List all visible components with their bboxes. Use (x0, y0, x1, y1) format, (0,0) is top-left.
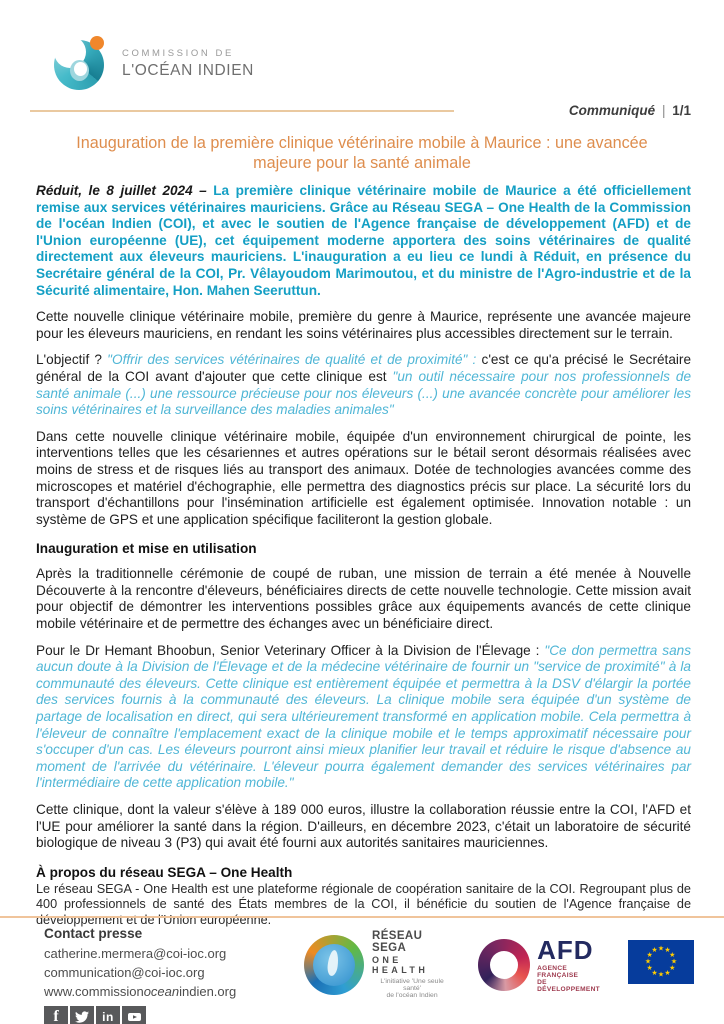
facebook-glyph: f (53, 1008, 59, 1024)
afd-tagline-2: DE DÉVELOPPEMENT (537, 978, 600, 993)
eu-star-icon: ★ (669, 952, 676, 959)
doc-type-label (569, 103, 691, 118)
paragraph-valeur: Cette clinique, dont la valeur s'élève à 189 000 euros, illustre la collaboration réussie entre la COI, l'AFD et l'UE pour améliorer la santé dans la région. D'ailleurs, en décembre 2023, c'était un laboratoire de sécurité biologique de niveau 3 (P3) qui avait été fourni aux autorités sanitaires mauriciennes. (36, 802, 691, 851)
twitter-bird-shape (75, 1010, 89, 1024)
document-body (36, 183, 691, 928)
header (0, 0, 724, 92)
objectif-lead: L'objectif ? (36, 352, 108, 368)
page-title: Inauguration de la première clinique vétérinaire mobile à Maurice : une avancée majeure pour la santé animale (76, 134, 648, 172)
contact-block (44, 926, 312, 1024)
contact-title: Contact presse (44, 926, 143, 941)
doc-type: Communiqué (568, 103, 656, 118)
doc-type-separator: | (661, 103, 666, 118)
eu-flag-icon (628, 940, 694, 989)
org-name (122, 48, 254, 80)
afd-ring-icon (478, 939, 530, 991)
twitter-icon[interactable] (70, 1006, 94, 1024)
afd-tagline-1: AGENCE FRANÇAISE (537, 964, 579, 979)
intro-paragraph-text: La première clinique vétérinaire mobile de Maurice a été officiellement remise aux services vétérinaires mauriciens. Grâce au Réseau SEGA – One Health de la Commission de l'océan Indien (COI), et avec le soutien de l'Agence française de développement (AFD) et de l'Union européenne (UE), cet équipement moderne apportera des soins vétérinaires de qualité directement aux éleveurs mauriciens. L'inauguration a eu lieu ce lundi à Réduit, en présence du Secrétaire général de la COI, Pr. Vêlayoudom Marimoutou, et du ministre de l'Agro-industrie et de la Sécurité alimentaire, Hon. Mahen Seeruttun. (36, 183, 691, 298)
eu-star-icon: ★ (646, 952, 653, 959)
footer (0, 916, 724, 1024)
objectif-middle: c'est ce qu'a précisé le Secrétaire général de la COI avant d'ajouter que cette clinique est (36, 352, 691, 384)
objectif-quote-2: "un outil nécessaire pour nos professionnels de santé animale (...) une ressource précieuse pour nos éleveurs (...) une avancée concrète pour améliorer les soins vétérinaires et la surveillance des maladies animales" (36, 368, 691, 418)
contact-website[interactable] (44, 982, 312, 1001)
intro-paragraph (36, 183, 691, 299)
website-post: indien.org (179, 984, 237, 999)
eu-star-icon: ★ (651, 947, 658, 955)
dateline: Réduit, le 8 juillet 2024 – (36, 183, 214, 198)
paragraph-mission: Après la traditionnelle cérémonie de coupé de ruban, une mission de terrain a été menée à Nouvelle Découverte à la rencontre d'éleveurs, bénéficiaires directs de cette nouvelle technologie. Cette mission avait pour objectif de démontrer les interventions possibles grâce aux équipements avancés de cette clinique mobile vétérinaire et de permettre des échanges avec un bénéficiaire direct. (36, 566, 691, 632)
website-pre: www.commission (44, 984, 144, 999)
afd-logo-text (537, 934, 602, 993)
paragraph-objectif (36, 352, 691, 418)
eu-star-icon: ★ (651, 969, 658, 977)
eu-star-icon: ★ (670, 958, 678, 966)
sega-name: RÉSEAU SEGA (372, 930, 423, 954)
paragraph-apropos: Le réseau SEGA - One Health est une plateforme régionale de coopération sanitaire de la COI. Regroupant plus de 400 professionnels de santé des États membres de la COI, il bénéficie du soutien de l'Agence française de développement et de l'Union européenne. (36, 881, 691, 927)
header-rule-row (30, 103, 691, 118)
coi-logo-icon (54, 36, 106, 92)
afd-name: AFD (537, 934, 594, 965)
paragraph-equipement: Dans cette nouvelle clinique vétérinaire mobile, équipée d'un environnement chirurgical de pointe, les interventions telles que les césariennes et autres opérations sur le bétail seront désormais réalisées avec moins de stress et de risques liés au transport des animaux. Dotée de technologies avancées comme des microscopes et matériel d'échographie, elle permettra des diagnostics précis sur place. La sécurité lors du transport d'échantillons pour l'insémination artificielle est également optimisée. Innovation notable : un système de GPS et une application spécifique faciliteront la gestion globale. (36, 428, 691, 527)
sega-tagline-2: de l'océan Indien (386, 992, 438, 999)
partner-logos (304, 926, 694, 999)
sega-swirl-icon (304, 935, 364, 995)
paragraph-bhoobun (36, 643, 691, 792)
coi-orange-dot (90, 36, 104, 50)
sega-logo (304, 930, 452, 999)
eu-star-icon: ★ (657, 945, 665, 953)
eu-star-icon: ★ (664, 969, 671, 977)
contact-email-2[interactable]: communication@coi-ioc.org (44, 965, 205, 980)
eu-star-icon: ★ (646, 965, 653, 972)
bhoobun-quote: "Ce don permettra sans aucun doute à la Division de l'Élevage et de la médecine vétérinaire de fournir un "service de proximité" à la communauté des éleveurs. Cette clinique est entièrement équipée et permettra à la DSV d'élargir la portée des services fournis à la communauté des éleveurs. La clinique mobile sera équipée d'un système de partage de localisation en direct, qui sera ultérieurement transformé en application mobile. Cela permettra à l'éleveur de connaître l'emplacement exact de la clinique mobile et le temps approximatif nécessaire pour s'occuper d'un cas. Les éleveurs pourront ainsi mieux planifier leur travail et réduire le risque d'absence au moment de l'arrivée du vétérinaire. L'éleveur pourra également demander des services vétérinaires par l'intermédiaire de cette application mobile." (36, 642, 691, 791)
eu-star-icon: ★ (669, 965, 676, 972)
linkedin-icon[interactable] (96, 1006, 120, 1024)
section-heading-inauguration: Inauguration et mise en utilisation (36, 541, 257, 557)
bhoobun-lead: Pour le Dr Hemant Bhoobun, Senior Veterinary Officer à la Division de l'Élevage : (36, 642, 545, 658)
paragraph-overview: Cette nouvelle clinique vétérinaire mobile, première du genre à Maurice, représente une avancée majeure pour les éleveurs mauriciens, en rendant les soins vétérinaires plus accessibles directement sur le terrain. (36, 309, 691, 341)
objectif-quote-1: "Offrir des services vétérinaires de qualité et de proximité" : (107, 352, 482, 368)
eu-star-icon: ★ (644, 958, 652, 966)
website-italic: ocean (143, 984, 180, 999)
contact-email-1[interactable]: catherine.mermera@coi-ioc.org (44, 946, 227, 961)
linkedin-glyph: in (102, 1010, 114, 1024)
coi-blob-hole (74, 62, 87, 76)
youtube-shape (127, 1011, 142, 1023)
eu-flag-shape (628, 940, 694, 984)
section-heading-apropos: À propos du réseau SEGA – One Health (36, 864, 293, 880)
facebook-icon[interactable] (44, 1006, 68, 1024)
sega-tagline-1: L'initiative 'Une seule santé' (380, 978, 444, 992)
youtube-icon[interactable] (122, 1006, 146, 1024)
afd-logo (478, 934, 602, 993)
eu-star-icon: ★ (657, 971, 665, 979)
header-rule (30, 110, 454, 112)
org-name-line1: COMMISSION DE (122, 48, 234, 59)
social-links (44, 1006, 312, 1024)
sega-logo-text (372, 930, 452, 999)
afd-ring-hole (490, 951, 518, 979)
org-name-line2: L'OCÉAN INDIEN (122, 62, 254, 79)
sega-onehealth: ONE HEALTH (372, 955, 429, 975)
eu-star-icon: ★ (664, 947, 671, 955)
page-indicator: 1/1 (672, 103, 691, 118)
